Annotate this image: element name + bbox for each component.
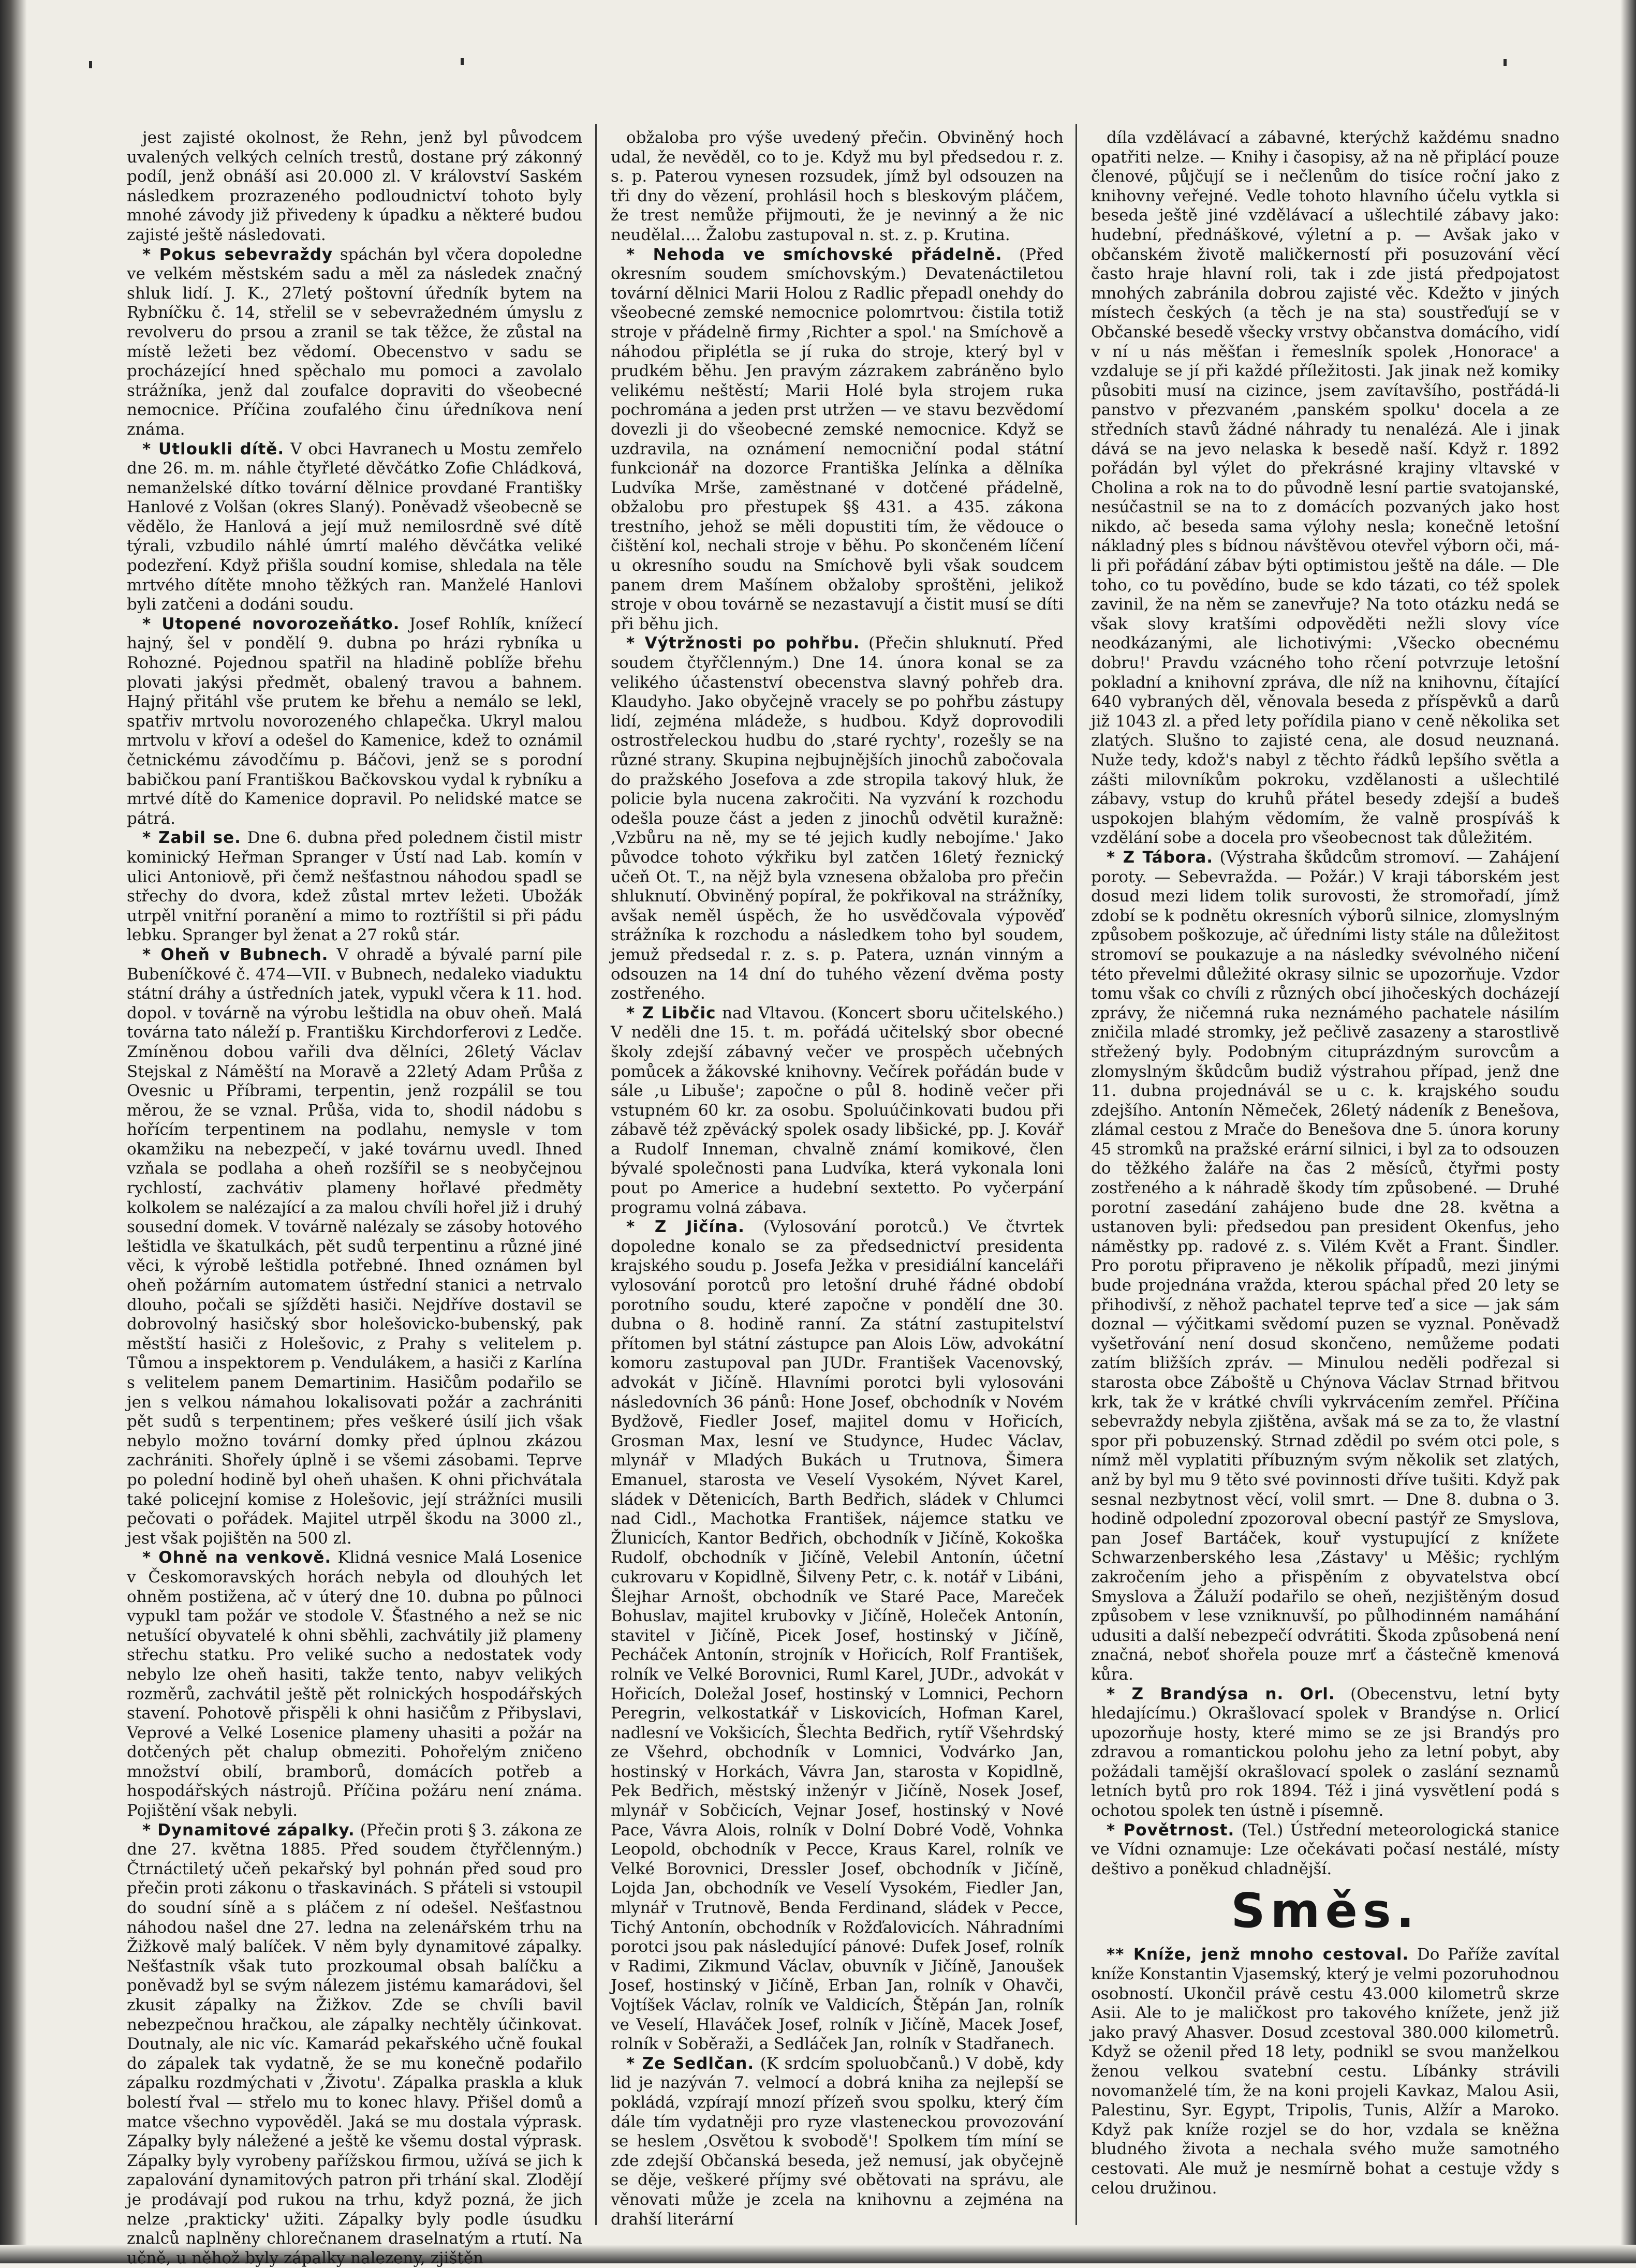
article-headline: * Povětrnost. [1107,1820,1235,1840]
article-text: (Vylosování porotců.) Ve čtvrtek dopoledne konalo se za předsednictví presidenta krajského soudu p. Josefa Ježka v presidiální kanceláři vylosování porotců pro letošní druhé řádné období porotního soudu, které započne v pondělí dne 30. dubna o 8. hodině ranní. Za státní zastupitelství přítomen byl státní zástupce pan Alois Löw, advokátní komoru zastupoval pan JUDr. František Vacenovský, advokát v Jičíně. Hlavními porotci byli vylosováni následovních 36 pánů: Hone Josef, obchodník v Novém Bydžově, Fiedler Josef, majitel domu v Hořicích, Grosman Max, lesní ve Studynce, Hudec Václav, mlynář v Mladých Bukách u Trutnova, Šimera Emanuel, starosta ve Veselí Vysokém, Nývet Karel, sládek v Dětenicích, Barth Bedřich, sládek v Chlumci nad Cidl., Machotka František, nájemce statku ve Žlunicích, Kantor Bedřich, obchodník v Jičíně, Kokoška Rudolf, obchodník v Jičíně, Velebil Antonín, účetní cukrovaru v Kopidlně, Šilveny Petr, c. k. notář v Libáni, Šlejhar Arnošt, obchodník ve Staré Pace, Mareček Bohuslav, majitel krubovky v Jičíně, Holeček Antonín, stavitel v Jičíně, Picek Josef, hostinský v Jičíně, Pecháček Antonín, strojník v Hořicích, Rolf František, rolník ve Velké Borovnici, Ruml Karel, JUDr., advokát v Hořicích, Doležal Josef, hostinský v Lomnici, Pechorn Peregrin, velkostatkář v Liskovicích, Hofman Karel, nadlesní ve Vokšicích, Šlechta Bedřich, rytíř Všehrdský ze Všehrd, obchodník v Lomnici, Vodvárko Jan, hostinský v Horkách, Vávra Jan, starosta v Kopidlně, Pek Bedřich, městský inženýr v Jičíně, Nosek Josef, mlynář v Sobčicích, Vejnar Josef, hostinský v Nové Pace, Vávra Alois, rolník v Dolní Dobré Vodě, Vohnka Leopold, obchodník v Pecce, Kraus Karel, rolník ve Velké Borovnici, Dressler Josef, obchodník v Jičíně, Lojda Jan, obchodník ve Veselí Vysokém, Fiedler Jan, mlynář v Trutnově, Benda Ferdinand, sládek v Pecce, Tichý Antonín, obchodník v Rožďalovicích. Náhradními porotci jsou pak následující pánové: Dufek Josef, rolník v Radimi, Zikmund Václav, obuvník v Jičíně, Janoušek Josef, hostinský v Jičíně, Erban Jan, rolník v Ohavči, Vojtíšek Václav, rolník ve Valdicích, Štěpán Jan, rolník ve Veselí, Hlaváček Josef, rolník v Jičíně, Macek Josef, rolník v Soběraži, a Sedláček Jan, rolník v Stadřanech. [611,1218,1064,2054]
article [1091,1821,1559,1879]
article-headline: * Z Libčic [626,1003,716,1022]
article-text: (Přečin shluknutí. Před soudem čtyřčlenným.) Dne 14. února konal se za velikého účastenství obecenstva slavný pohřeb dra. Klaudyho. Jako obyčejně vracely se po pohřbu zástupy lidí, zejména mládeže, s hudbou. Když doprovodili ostrostřeleckou hudbu do ,staré rychty', rozešly se na různé strany. Skupina nejbujnějších jinochů zabočovala do pražského Josefova a zde stropila takový hluk, že policie byla nucena zakročiti. Na vyzvání k rozchodu odešla pouze část a jeden z jinochů odvětil kuražně: ,Vzbůru na ně, my se té jejich kudly nebojíme.' Jako původce tohoto výkřiku byl zatčen 16letý řeznický učeň Ot. T., na nějž byla vznesena obžaloba pro přečin shluknutí. Obviněný popíral, že pokřikoval na strážníky, avšak neměl úspěch, že ho usvědčovala výpověď strážníka k rozchodu a následkem toho byl soudem, jemuž předsedal r. z. s. p. Patera, uznán vinným a odsouzen na 14 dní do tuhého vězení dvěma posty zostřeného. [611,634,1064,1003]
article-headline: * Utopené novorozeňátko. [142,614,400,633]
article [611,128,1064,245]
article [127,945,582,1548]
print-mark [461,58,464,65]
article [127,615,582,829]
article [1091,1685,1559,1821]
article [1091,128,1559,848]
column-rule [595,124,597,2225]
article-text: (Výstraha škůdcům stromoví. — Zahájení poroty. — Sebevražda. — Požár.) V kraji táborském jest dosud mezi lidem tolik surovosti, že stromořadí, jímž zdobí se k podnětu okresních výborů silnice, zlomyslným způsobem poškozuje, ač úředními listy stále na důležitost stromoví se poukazuje a na následky svévolného ničení této převelmi důležité okrasy silnic se upozorňuje. Vzdor tomu však co chvíli z různých obcí jihočeských docházejí zprávy, že ničemná ruka neznámého pachatele násilím zničila mladé stromky, jež pečlivě zasazeny a starostlivě střežený byly. Podobným cituprázdným surovcům a zlomyslným škůdcům budiž výstrahou případ, jenž dne 11. dubna projednávál se u c. k. krajského soudu zdejšího. Antonín Němeček, 26letý nádeník z Benešova, zlámal cestou z Mrače do Benešova dne 5. února koruny 45 stromků na pražské erární silnici, i byl za to odsouzen do těžkého žaláře na čas 2 měsíců, čtyřmi posty zostřeného a k náhradě škody tím způsobené. — Druhé porotní zasedání zahájeno bude dne 28. května a ustanoven byli: předsedou pan president Okenfus, jeho náměstky pp. radové z. s. Vilém Květ a Frant. Šindler. Pro porotu připraveno je několik případů, mezi jinými bude projednána vražda, kterou spáchal před 20 lety se přihodivší, z něhož pachatel teprve teď a sice — jak sám doznal — výčitkami svědomí puzen se vyznal. Poněvadž vyšetřování není dosud skončeno, nemůžeme podati zatím bližších zpráv. — Minulou neděli podřezal si starosta obce Záboště u Chýnova Václav Strnad břitvou krk, tak že v krátké chvíli vykrvácením zemřel. Příčina sebevraždy nebyla zjištěna, avšak má se za to, že vlastní spor při pobuzenský. Strnad zdědil po svém otci pole, s nímž měl vyplatiti příbuzným svým několik set zlatých, anž by byl mu 9 těto své povinnosti dříve tušiti. Když pak sesnal nezbytnost věcí, volil smrt. — Dne 8. dubna o 3. hodině odpolední zpozoroval obecní pastýř ze Smyslova, pan Josef Bartáček, kouř vystupující z knížete Schwarzenberského lesa ,Zástavy' u Měšic; rychlým zakročením jeho a přispěním z obyvatelstva obcí Smyslova a Žáluží podařilo se oheň, nezjištěným dosud způsobem v lese vzniknuvší, po půlhodinném namáhání udusiti a další nebezpečí odvrátiti. Škoda způsobená není značná, neboť shořela pouze mrť a částečně kmenová kůra. [1091,848,1559,1684]
article-headline: * Dynamitové zápalky. [142,1820,355,1840]
article [611,1218,1064,2054]
column-1 [127,128,583,2267]
article-headline: * Ze Sedlčan. [626,2054,755,2073]
article [127,1548,582,1820]
column-3 [1091,128,1559,2229]
article-text: jest zajisté okolnost, že Rehn, jenž byl původcem uvalených velkých celních trestů, dostane prý zákonný podíl, jenž obnáší asi 20.000 zl. V království Saském následkem prozrazeného podloudnictví tohoto byly mnohé závody již přivedeny k úpadku a některé budou zajisté ještě následovati. [127,128,582,244]
article-text: V ohradě a bývalé parní pile Bubeníčkové č. 474—VII. v Bubnech, nedaleko viaduktu státní dráhy a ústředních jatek, vypukl včera k 11. hod. dopol. v továrně na výrobu leštidla na obuv oheň. Malá továrna tato náleží p. Františku Kirchdorferovi z Ledče. Zmíněnou dobou vařili dva dělníci, 26letý Václav Stejskal z Náměští na Moravě a 22letý Adam Průša z Ovesnic u Příbrami, terpentin, jenž rozpálil se tou měrou, že se vznal. Průša, vida to, shodil nádobu s hořícím terpentinem na podlahu, nemysle v tom okamžiku na nebezpečí, v jaké továrnu uvedl. Ihned vzňala se podlaha a oheň rozšířil se s neobyčejnou rychlostí, zachvátiv plameny hořlavé předměty kolkolem se nalézající a za malou chvíli hořel již i druhý sousední domek. V továrně nalézaly se zásoby hotového leštidla ve škatulkách, pět sudů terpentinu a různé jiné věci, k výrobě leštidla potřebné. Ihned oznámen byl oheň požárním automatem ústřední stanici a netrvalo dlouho, počali se sjížděti hasiči. Nejdříve dostavil se dobrovolný hasičský sbor holešovicko-bubenský, pak městští hasiči z Holešovic, z Prahy s velitelem p. Tůmou a inspektorem p. Vendulákem, a hasiči z Karlína s velitelem panem Demartinim. Hasičům podařilo se jen s velkou námahou lokalisovati požár a zachrániti pět sudů s terpentinem; přes veškeré úsilí jich však nebylo možno tovární domky před úplnou zkázou zachrániti. Shořely úplně i se všemi zásobami. Teprve po polední hodině byl oheň uhašen. K ohni přichvátala také policejní komise z Holešovic, její strážníci musili pečovati o pořádek. Majitel utrpěl škodu na 3000 zl., jest však pojištěn na 500 zl. [127,945,582,1548]
article-text: (Obecenstvu, letní byty hledajícímu.) Okrašlovací spolek v Brandýse n. Orlicí upozorňuje hosty, které mimo se ze jsi Brandýs pro zdravou a romantickou polohu jeho za letní pobyt, aby požádali tamější okrašlovací spolek o zaslání seznamů letních bytů pro rok 1894. Též i jiná vysvětlení podá s ochotou spolek ten ústně i písemně. [1091,1684,1560,1820]
article-headline: * Z Brandýsa n. Orl. [1107,1684,1335,1703]
article [611,634,1064,1003]
article-text: Josef Rohlík, knížecí hajný, šel v pondělí 9. dubna po hrázi rybníka u Rohozné. Pojednou spatřil na hladině poblíže břehu plovati jakýsi předmět, obalený travou a bahnem. Hajný přitáhl vše prutem ke břehu a nemálo se lekl, spatřiv mrtvolu novorozeného chlapečka. Ukryl malou mrtvolu v křoví a odešel do Kamenice, kdež to oznámil četnickému závodčímu p. Báčovi, jenž se s porodní babičkou paní Františkou Bačkovskou vydal k rybníku a mrtvé dítě do Kamenice dopravil. Po nelidské matce se pátrá. [127,614,582,828]
article [127,440,582,615]
article [127,128,582,245]
article-headline: * Pokus sebevraždy [142,245,333,264]
column-rule [1075,124,1077,2225]
article [611,245,1064,634]
article-headline: * Zabil se. [142,828,241,848]
article-text: (K srdcím spoluobčanů.) V době, kdy lid je nazýván 7. velmocí a dobrá kniha za nejlepší se pokládá, vzpírají mnozí přízeň svou spolku, který čím dále tím vydatněji pro ryze vlasteneckou provozování se heslem ,Osvětou k svobodě'! Spolkem tím míní se zde zdejší Občanská beseda, jež nemusí, jak obyčejně se děje, veškeré příjmy své obětovati na správu, ale věnovati může je zcela na knihovnu a zejména na drahší literární [611,2054,1064,2229]
article-text: obžaloba pro výše uvedený přečin. Obviněný hoch udal, že nevěděl, co to je. Když mu byl předsedou r. z. s. p. Paterou vynesen rozsudek, jímž byl odsouzen na tři dny do vězení, prohlásil hoch s bleskovým pláčem, že trest nemůže přijmouti, že je nevinný a že nic neudělal.... Žalobu zastupoval n. st. z. p. Krutina. [611,128,1064,244]
article-text: Dne 6. dubna před polednem čistil mistr kominický Heřman Spranger v Ústí nad Lab. komín v ulici Antoniově, při čemž nešťastnou náhodou spadl se střechy do dvora, kdež zůstal mrtev ležeti. Ubožák utrpěl vnitřní poranění a mimo to roztříštil si při pádu lebku. Spranger byl ženat a 27 roků stár. [127,828,582,945]
column-2 [611,128,1064,2229]
article-text: Klidná vesnice Malá Losenice v Českomoravských horách nebyla od dlouhých let ohněm postižena, ač v úterý dne 10. dubna po půlnoci vypukl tam požár ve stodole V. Šťastného a než se nic netušící obyvatelé k ohni sběhli, zachvátily již plameny střechu statku. Pro veliké sucho a nedostatek vody nebylo lze oheň hasiti, takže tento, nabyv velikých rozměrů, zachvátil ještě pět rolnických hospodářských stavení. Pohotově přispěli k ohni hasičům z Přibyslavi, Veprové a Velké Losenice plameny uhasiti a požár na dotčených pět chalup obmeziti. Pohořelým zničeno množství obilí, bramborů, domácích potřeb a hospodářských nástrojů. Příčina požáru není známa. Pojištění však nebyli. [127,1548,582,1820]
article [1091,1945,1559,2198]
article-headline: * Utloukli dítě. [142,439,285,458]
article-text: (Před okresním soudem smíchovským.) Devatenáctiletou tovární dělnici Marii Holou z Radlic přepadl onehdy do všeobecné zemské nemocnice polomrtvou: čistila totiž stroje v přádelně firmy ,Richter a spol.' na Smíchově a náhodou připlétla se jí ruka do stroje, který byl v prudkém běhu. Jen pravým zázrakem zabráněno bylo velikému neštěstí; Marii Holé byla strojem ruka pochromána a jeden prst utržen — ve stavu bezvědomí dovezli ji do všeobecné zemské nemocnice. Když se uzdravila, na oznámení nemocniční podal státní funkcionář na dozorce Františka Jelínka a dělníka Ludvíka Mrše, zaměstnané v dotčené přádelně, obžalobu pro přestupek §§ 431. a 435. zákona trestního, jehož se měli dopustiti tím, že vědouce o čištění kol, nechali stroje v běhu. Po skončeném líčení u okresního soudu na Smíchově byli však soudcem panem drem Mašínem obžaloby sproštěni, jelikož stroje v obou továrně se nezastavují a čistit musí se díti při běhu jich. [611,245,1064,633]
print-mark [89,61,92,68]
article-headline: * Ohně na venkově. [142,1548,332,1567]
article-headline: * Z Tábora. [1107,848,1214,867]
page-edge-left [0,0,27,2263]
article [127,245,582,440]
print-mark [1504,59,1507,66]
article [127,1821,582,2268]
article-text: díla vzdělávací a zábavné, kterýchž každému snadno opatřiti nelze. — Knihy i časopisy, až na ně připlácí pouze členové, půjčují se i nečlenům do tisíce roční jako z knihovny veřejné. Vedle tohoto hlavního účelu vytkla si beseda ještě jiné vzdělávací a ušlechtilé zábavy jako: hudební, přednáškové, výletní a p. — Avšak jako v občanském životě maličkerností při posuzování věcí často hraje hlavní roli, tak i zde jistá předpojatost mnohých zabránila dobrou zajisté věc. Kdežto v jiných místech českých (a těch je na sta) soustřeďují se v Občanské besedě všecky vrstvy občanstva domácího, vidí v ní u nás měšťan i řemeslník spolek ,Honorace' a vzdaluje se jí při každé příležitosti. Jak jinak než komiky působiti musí na cizince, jsem zavítavšího, postřádá-li panstvo v přezvaném ,panském spolku' docela a ze středních stavů žádné náhrady tu nenalézá. Ale i jinak dává se na jevo nelaska k besedě naší. Když r. 1892 pořádán byl výlet do překrásné krajiny vltavské v Cholina a rok na to do původně lesní partie svatojanské, nesúčastnil se na to z domácích pozvaných jako host nikdo, ač beseda sama výlohy nesla; konečně letošní nákladný ples s bídnou návštěvou otevřel výborn oči, má-li při pořádání zábav býti optimistou ještě na dále. — Dle toho, co tu povědíno, bude se kdo tázati, co též spolek zavinil, že na něm se zanevřuje? Na toto otázku nedá se však slovy kratšími odpověděti nežli slovy více neodkázanými, ale lichotivými: ,Všecko obecnému dobru!' Pravdu vzácného toho rčení potvrzuje letošní pokladní a knihovní zpráva, dle níž na knihovnu, čítající 640 vybraných děl, věnovala beseda z příspěvků a darů již 1043 zl. a před lety pořídila piano v ceně několika set zlatých. Slušno to zajisté cena, ale dosud neuznaná. Nuže tedy, kdož's nabyl z těchto řádků lepšího světla a zášti milovníkům pokroku, vzdělanosti a ušlechtilé zábavy, vstup do kruhů přátel besedy zdejší a budeš uspokojen blahým vědomím, že valně prospíváš k vzdělání sobe a docela pro všeobecnost tak důležitém. [1091,128,1559,848]
article [127,828,582,945]
article-headline: * Z Jičína. [626,1218,745,1237]
article-headline: ** Kníže, jenž mnoho cestoval. [1107,1945,1409,1964]
article-text: Do Paříže zavítal kníže Konstantin Vjasemský, který je velmi pozoruhodnou osobností. Ukončil právě cestu 43.000 kilometrů skrze Asii. Ale to je maličkost pro takového knížete, jenž již jako pravý Ahasver. Dosud zcestoval 380.000 kilometrů. Když se oženil před 18 lety, podnikl se svou manželkou ženou velkou svatební cestu. Líbánky strávili novomanželé tím, že na koni projeli Kavkaz, Malou Asii, Palestinu, Syr. Egypt, Tripolis, Tunis, Alžír a Maroko. Když pak kníže rozjel se do hor, vzdala se kněžna bludného života a nechala svého muže samotného cestovati. Ale muž je nesmírně bohat a cestuje vždy s celou družinou. [1091,1945,1560,2198]
article-text: V obci Havranech u Mostu zemřelo dne 26. m. m. náhle čtyřleté děvčátko Zofie Chládková, nemanželské dítko tovární dělnice provdané Františky Hanlové z Volšan (okres Slaný). Poněvadž všeobecně se vědělo, že Hanlová a její muž nemilosrdně své dítě týrali, vzbudilo náhlé úmrtí malého děvčátka veliké podezření. Když přišla soudní komise, shledala na těle mrtvého dítěte mnoho těžkých ran. Manželé Hanlovi byli zatčeni a dodáni soudu. [127,439,582,614]
article-headline: * Oheň v Bubnech. [142,945,329,964]
section-title: Směs. [1231,1883,1420,1939]
article [611,1004,1064,1218]
article-text: nad Vltavou. (Koncert sboru učitelského.) V neděli dne 15. t. m. pořádá učitelský sbor obecné školy zdejší zábavný večer ve prospěch učebných pomůcek a žákovské knihovny. Večírek pořádán bude v sále ,u Libuše'; započne o půl 8. hodině večer při vstupném 60 kr. za osobu. Spoluúčinkovati budou při zábavě též zpěvácký spolek osady libšické, pp. J. Kovář a Rudolf Inneman, chvalně známí komikové, člen bývalé společnosti pana Ludvíka, která vykonala loni pout po Americe a hudební sextetto. Po vyčerpání programu volná zábava. [611,1003,1064,1217]
article-text: (Tel.) Ústřední meteorologická stanice ve Vídni oznamuje: Lze očekávati počasí nestálé, místy deštivo a poněkud chladnější. [1091,1820,1559,1878]
article [611,2054,1064,2229]
page-edge-right [1620,0,1636,2263]
article-text: (Přečin proti § 3. zákona ze dne 27. května 1885. Před soudem čtyřčlenným.) Čtrnáctiletý učeň pekařský byl pohnán před soud pro přečin proti zákonu o třaskavinách. S přáteli si vstoupil do soudní síně a s pláčem z ní odešel. Nešťastnou náhodou našel dne 27. ledna na zelenářském trhu na Žižkově malý balíček. V něm byly dynamitové zápalky. Nešťastník však tuto prozkoumal obsah balíčku a poněvadž byl se svým nálezem jistému kamarádovi, šel zkusit zápalky na Žižkov. Zde se chvíli bavil nebezpečnou hračkou, ale zápalky nechtěly účinkovat. Doutnaly, ale nic víc. Kamarád pekařského učně foukal do zápalek tak vydatně, že se mu konečně podařilo zápalku rozdmýchati v ,Životu'. Zápalka praskla a kluk bolestí řval — střelo mu to konec hlavy. Přišel domů a matce všechno vypověděl. Jaká se mu dostala výprask. Zápalky byly náležené a ještě ke všemu dostal výprask. Zápalky byly vyrobeny pařížskou firmou, užívá se jich k zapalování dynamitových patron při trhání skal. Zlodějí je prodávají pod rukou na trhu, když pozná, že jich nelze ,prakticky' užiti. Zápalky byly podle úsudku znalců naplněny chlorečnanem draselnatým a rtutí. Na učně, u něhož byly zápalky nalezeny, zjištěn [127,1820,583,2267]
article [1091,848,1559,1685]
article-headline: * Nehoda ve smíchovské přádelně. [626,245,1003,264]
article-text: spáchán byl včera dopoledne ve velkém městském sadu a měl za následek značný shluk lidí. J. K., 27letý poštovní úředník bytem na Rybníčku č. 14, střelil se v sebevražedném úmyslu z revolveru do prsou a zranil se tak těžce, že zůstal na místě ležeti bez vědomí. Obecenstvo v sadu se procházející hned spěchalo mu pomoci a zavolalo strážníka, jenž dal zoufalce dopraviti do všeobecné nemocnice. Příčina zoufalého činu úředníkova není známa. [127,245,583,439]
article-headline: * Výtržnosti po pohřbu. [626,634,860,653]
